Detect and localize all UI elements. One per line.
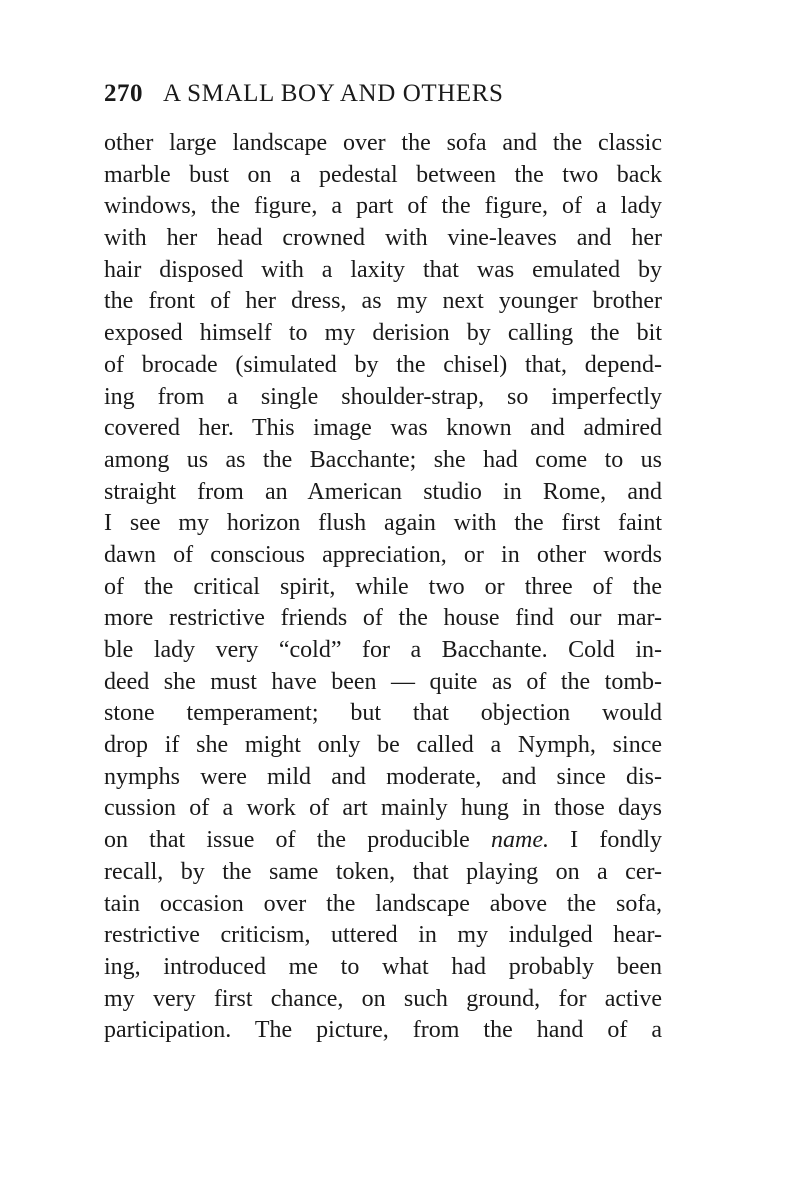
- text-line: I see my horizon flush again with the first faint: [104, 510, 662, 537]
- text-line: nymphs were mild and moderate, and since dis-: [104, 763, 662, 790]
- text-line: participation. The picture, from the hand of a: [104, 1017, 662, 1044]
- text-line: straight from an American studio in Rome, and: [104, 478, 662, 505]
- text-line: of brocade (simulated by the chisel) that, depend-: [104, 351, 662, 378]
- text-line: restrictive criticism, uttered in my indulged hear-: [104, 922, 662, 949]
- text-line: marble bust on a pedestal between the two back: [104, 161, 662, 188]
- text-line: hair disposed with a laxity that was emulated by: [104, 256, 662, 283]
- text-line: with her head crowned with vine-leaves and her: [104, 225, 662, 252]
- text-line: the front of her dress, as my next younger brother: [104, 288, 662, 315]
- text-line: drop if she might only be called a Nymph, since: [104, 732, 662, 759]
- text-line: ble lady very “cold” for a Bacchante. Cold in-: [104, 637, 662, 663]
- text-line: deed she must have been — quite as of the tomb-: [104, 668, 662, 695]
- text-line: more restrictive friends of the house find our mar-: [104, 605, 662, 632]
- text-line: tain occasion over the landscape above the sofa,: [104, 890, 662, 917]
- text-line-end: I fondly: [548, 827, 662, 854]
- text-line: stone temperament; but that objection would: [104, 700, 662, 727]
- page-number: 270: [104, 80, 143, 107]
- text-line: my very first chance, on such ground, for active: [104, 985, 662, 1012]
- text-line: windows, the figure, a part of the figure, of a lady: [104, 193, 662, 220]
- text-line: dawn of conscious appreciation, or in other words: [104, 541, 662, 568]
- text-line-start: on that issue of the producible: [104, 827, 491, 854]
- text-line: of the critical spirit, while two or three of the: [104, 573, 662, 600]
- text-line: cussion of a work of art mainly hung in those days: [104, 795, 662, 822]
- italic-word: name.: [491, 827, 549, 854]
- text-line: [104, 825, 662, 857]
- text-line: ing, introduced me to what had probably been: [104, 953, 662, 980]
- text-line: other large landscape over the sofa and the classic: [104, 130, 662, 156]
- body-text: [104, 128, 662, 1047]
- text-line: covered her. This image was known and admired: [104, 415, 662, 442]
- text-line: ing from a single shoulder-strap, so imperfectly: [104, 383, 662, 410]
- running-head: [104, 80, 664, 114]
- book-title: A SMALL BOY AND OTHERS: [163, 80, 504, 107]
- text-line: recall, by the same token, that playing on a cer-: [104, 858, 662, 885]
- text-line: exposed himself to my derision by calling the bit: [104, 320, 662, 347]
- text-line: among us as the Bacchante; she had come to us: [104, 446, 662, 473]
